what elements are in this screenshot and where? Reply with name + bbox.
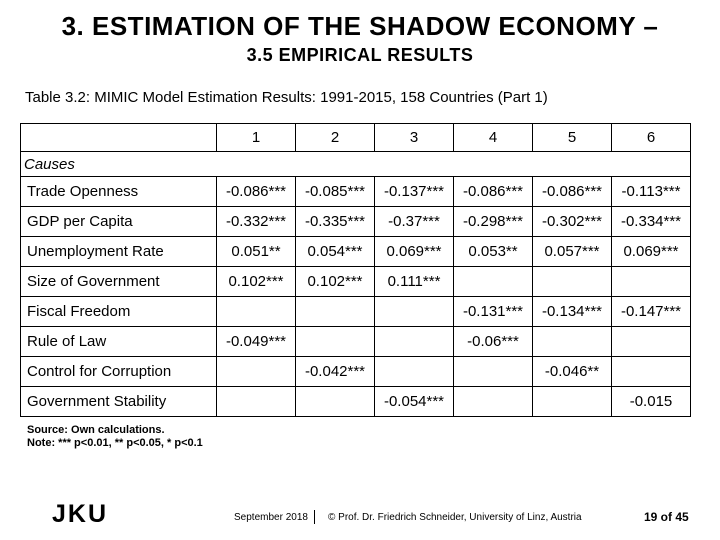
- table-cell: 0.111***: [375, 267, 454, 297]
- table-cell: 0.051**: [217, 237, 296, 267]
- table-cell: -0.046**: [533, 357, 612, 387]
- table-cell: -0.049***: [217, 327, 296, 357]
- table-header-row: [21, 124, 691, 152]
- table-cell: -0.134***: [533, 297, 612, 327]
- row-label: Government Stability: [21, 387, 217, 417]
- footer-author: © Prof. Dr. Friedrich Schneider, University of Linz, Austria: [328, 512, 582, 523]
- row-label: Control for Corruption: [21, 357, 217, 387]
- row-label: Trade Openness: [21, 177, 217, 207]
- table-cell: [375, 297, 454, 327]
- table-cell: -0.113***: [612, 177, 691, 207]
- table-cell: [454, 387, 533, 417]
- results-table: [20, 123, 691, 417]
- table-cell: [612, 267, 691, 297]
- table-cell: -0.298***: [454, 207, 533, 237]
- causes-section-row: [21, 152, 691, 177]
- table-cell: [375, 327, 454, 357]
- table-cell: -0.37***: [375, 207, 454, 237]
- row-label: Size of Government: [21, 267, 217, 297]
- table-cell: 0.102***: [217, 267, 296, 297]
- column-header: 1: [217, 124, 296, 152]
- jku-logo: JKU: [52, 500, 109, 528]
- table-cell: -0.147***: [612, 297, 691, 327]
- table-cell: [612, 357, 691, 387]
- table-cell: 0.057***: [533, 237, 612, 267]
- table-row: [21, 237, 691, 267]
- table-cell: [454, 357, 533, 387]
- table-row: [21, 267, 691, 297]
- table-cell: -0.086***: [454, 177, 533, 207]
- causes-section-label: Causes: [21, 152, 691, 177]
- table-cell: [375, 357, 454, 387]
- significance-note: Note: *** p<0.01, ** p<0.05, * p<0.1: [27, 437, 203, 449]
- row-label: Unemployment Rate: [21, 237, 217, 267]
- table-cell: [533, 267, 612, 297]
- page-number: 19 of 45: [644, 510, 689, 524]
- table-row: [21, 387, 691, 417]
- row-label: GDP per Capita: [21, 207, 217, 237]
- table-row: [21, 327, 691, 357]
- table-cell: -0.015: [612, 387, 691, 417]
- table-cell: 0.054***: [296, 237, 375, 267]
- table-cell: 0.102***: [296, 267, 375, 297]
- column-header: 2: [296, 124, 375, 152]
- table-cell: [296, 327, 375, 357]
- table-cell: -0.054***: [375, 387, 454, 417]
- table-cell: [454, 267, 533, 297]
- table-cell: -0.06***: [454, 327, 533, 357]
- table-row: [21, 177, 691, 207]
- column-header: 6: [612, 124, 691, 152]
- table-cell: 0.069***: [375, 237, 454, 267]
- source-note: Source: Own calculations.: [27, 424, 165, 436]
- table-cell: [533, 327, 612, 357]
- table-cell: 0.053**: [454, 237, 533, 267]
- row-label: Rule of Law: [21, 327, 217, 357]
- table-cell: -0.086***: [217, 177, 296, 207]
- table-notes: [27, 424, 203, 450]
- table-cell: -0.086***: [533, 177, 612, 207]
- table-cell: [296, 387, 375, 417]
- table-cell: -0.042***: [296, 357, 375, 387]
- table-cell: [217, 297, 296, 327]
- table-cell: -0.085***: [296, 177, 375, 207]
- column-header: 5: [533, 124, 612, 152]
- header-blank-cell: [21, 124, 217, 152]
- table-cell: [533, 387, 612, 417]
- table-cell: [217, 357, 296, 387]
- table-cell: [296, 297, 375, 327]
- table-cell: [217, 387, 296, 417]
- column-header: 4: [454, 124, 533, 152]
- table-caption: Table 3.2: MIMIC Model Estimation Results: 1991-2015, 158 Countries (Part 1): [25, 89, 548, 106]
- table-cell: [612, 327, 691, 357]
- table-cell: -0.332***: [217, 207, 296, 237]
- table-row: [21, 357, 691, 387]
- table-cell: -0.137***: [375, 177, 454, 207]
- footer-divider: [314, 510, 315, 524]
- column-header: 3: [375, 124, 454, 152]
- row-label: Fiscal Freedom: [21, 297, 217, 327]
- table-cell: -0.334***: [612, 207, 691, 237]
- table-cell: -0.131***: [454, 297, 533, 327]
- table-row: [21, 207, 691, 237]
- slide-title: 3. ESTIMATION OF THE SHADOW ECONOMY –: [61, 11, 659, 41]
- table-row: [21, 297, 691, 327]
- footer-date: September 2018: [234, 512, 308, 523]
- table-body: [21, 177, 691, 417]
- table-cell: -0.302***: [533, 207, 612, 237]
- table-cell: -0.335***: [296, 207, 375, 237]
- slide-subtitle: 3.5 EMPIRICAL RESULTS: [246, 45, 474, 65]
- table-cell: 0.069***: [612, 237, 691, 267]
